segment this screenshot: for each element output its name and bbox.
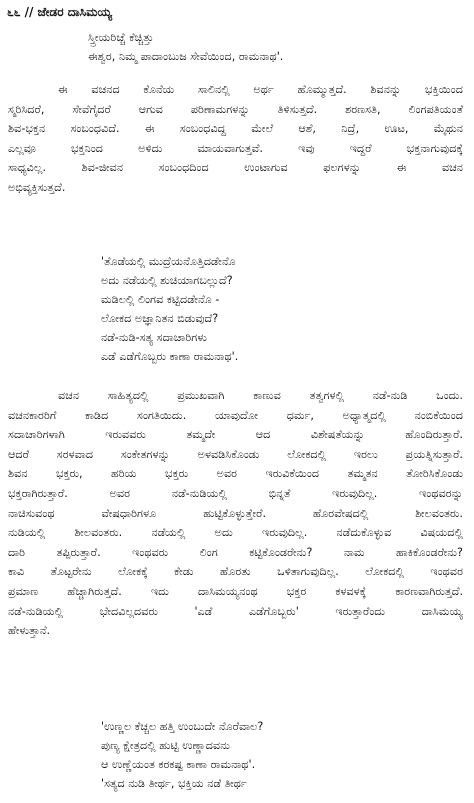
verse-line: ಎಡೆ ಎಡೆಗೊಬ್ಬರು ಕಾಣಾ ರಾಮನಾಥ'. — [101, 350, 239, 363]
text-line: ವಚನ ಸಾಹಿತ್ಯದಲ್ಲಿ ಪ್ರಮುಖವಾಗಿ ಕಾಣುವ ತತ್ವಗಳಲ್ಲಿ ನಡೆ-ನುಡಿ ಒಂದು. — [58, 389, 463, 402]
quote-3 — [101, 717, 263, 793]
verse-line: ಆ ಉಣ್ಣೆಯಂತ ಕರಕಷ್ಟ ಕಾಣಾ ರಾಮನಾಥ'. — [101, 758, 256, 771]
verse-line: ಈಶ್ವರ, ನಿಮ್ಮ ಪಾದಾಂಬುಜ ಸೇವೆಯಿಂದ, ರಾಮನಾಥ'. — [88, 50, 284, 63]
text-line: ವಚನಕಾರರಿಗೆ ಕಾಡಿದ ಸಂಗತಿಯಿದು. ಯಾವುದೋ ಧರ್ಮ, ಅಧ್ಯಾತ್ಮದಲ್ಲಿ ನಂಬಿಕೆಯಿಂದ — [8, 408, 463, 422]
verse-line: ಲೋಕದ ಅಜ್ಞಾನಿತನ ಬಿಡುವುದೆ? — [101, 312, 219, 325]
paragraph-1 — [8, 80, 463, 198]
verse-line: ಸ್ತ್ರೀಯರಿಚ್ಚೆ ಕೆಚ್ಚಿತ್ತು — [88, 31, 154, 44]
verse-line: 'ಸತ್ಯದ ನುಡಿ ತೀರ್ಥ, ಭಕ್ತಿಯ ನಡೆ ತೀರ್ಥ — [101, 777, 247, 790]
verse-line: ನಡೆ-ನುಡಿ-ಸತ್ಯ ಸದಾಚಾರಿಗಳು — [101, 331, 207, 344]
text-line: ಶಿವನ ಭಕ್ತರು, ಹರಿಯ ಭಕ್ತರು ಅವರ ಇರುವಿಕೆಯಿಂದ ತಮ್ಮತನ ತೋರಿಸಿಕೊಂಡು — [8, 467, 463, 481]
verse-line: ಅದು ನಡೆಯಲ್ಲಿ ಶುಚಿಯಾಗಬಲ್ಲುದೆ? — [101, 274, 233, 287]
verse-line: 'ತೊಡೆಯಲ್ಲಿ ಮುದ್ರೆಯನೊತ್ತಿದಡೇನೊ — [101, 255, 236, 268]
text-line: ಸ್ಮರಿಸಿದರೆ, ಸೇವೆಗೈದರೆ ಆಗುವ ಪರಿಣಾಮಗಳನ್ನು ತಿಳಿಸುತ್ತದೆ. ಶರಣಸತಿ, ಲಿಂಗಪತಿಯಂತೆ — [8, 102, 463, 116]
text-line: ಕಾವಿ ತೊಟ್ಟರೇನು ಲೋಕಕ್ಕೆ ಕೇಡು ಹೊರತು ಒಳಿತಾಗುವುದಿಲ್ಲ. ಲೋಕದಲ್ಲಿ ಇಂಥವರ — [8, 565, 463, 579]
text-line: ಅಭಿವ್ಯಕ್ತಿಸುತ್ತದೆ. — [8, 180, 66, 194]
text-line: ದಾರಿ ತಪ್ಪಿರುತ್ತಾರೆ. ಇಂಥವರು ಲಿಂಗ ಕಟ್ಟಿಕೊಂಡರೇನು? ನಾಮ ಹಾಕಿಕೊಂಡರೇನು? — [8, 545, 463, 559]
text-line: ಹೇಳುತ್ತಾನೆ. — [8, 624, 51, 638]
text-line: ಪ್ರಮಾಣ ಹೆಚ್ಚಾಗಿರುತ್ತದೆ. ಇದು ದಾಸಿಮಯ್ಯನಂಥ ಭಕ್ತರ ಕಳವಳಕ್ಕೆ ಕಾರಣವಾಗಿರುತ್ತದೆ. — [8, 584, 463, 598]
page-header: ೬೬ // ಜೇಡರ ದಾಸಿಮಯ್ಯ — [7, 5, 113, 19]
text-line: ಎಲ್ಲವೂ ಭಕ್ತನಿಂದ ಅಳಿದು ಮಾಯವಾಗುತ್ತವೆ. ಇವು ಇದ್ದರೆ ಭಕ್ತನಾಗುವುದಕ್ಕೆ — [8, 141, 463, 155]
quote-1 — [88, 28, 283, 66]
text-line: ನಡೆ-ನುಡಿಯಲ್ಲಿ ಭೇದವಿಲ್ಲದವರು 'ಎಡೆ ಎಡೆಗೊಬ್ಬರು' ಇರುತ್ತಾರೆಂದು ದಾಸಿಮಯ್ಯ — [8, 604, 463, 618]
text-line: ಶಿವ-ಭಕ್ತನ ಸಂಬಂಧವಿದೆ. ಈ ಸಂಬಂಧವಿದ್ದ ಮೇಲೆ ಆಶೆ, ನಿದ್ರೆ, ಊಟ, ಮೈಥುನ — [8, 122, 463, 136]
text-line: ನುಡಿಯಲ್ಲಿ ಶೀಲವಂತರು. ನಡೆಯಲ್ಲಿ ಅದು ಇರುವುದಿಲ್ಲ. ನಡೆದುಕೊಳ್ಳುವ ವಿಷಯದಲ್ಲಿ — [8, 526, 463, 540]
verse-line: ಪುಣ್ಯ ಕ್ಷೇತ್ರದಲ್ಲಿ ಹುಟ್ಟಿ ಉಣ್ಣಾದವನು — [101, 739, 230, 752]
text-line: ಈ ವಚನದ ಕೊನೆಯ ಸಾಲಿನಲ್ಲಿ ಅರ್ಥ ಹೊಮ್ಮುತ್ತದೆ. ಶಿವನನ್ನು ಭಕ್ತಿಯಿಂದ — [58, 83, 463, 96]
verse-line: ಮಡಿಲಲ್ಲಿ ಲಿಂಗವ ಕಟ್ಟಿದಡೇನೊ - — [101, 293, 220, 306]
text-line: ಆದರೆ ಸರಳವಾದ ಸಂಕೇತಗಳನ್ನು ಅಳವಡಿಸಿಕೊಂಡು ಲೋಕದಲ್ಲಿ ಇರಲು ಪ್ರಯತ್ನಿಸುತ್ತಾರೆ. — [8, 447, 463, 461]
text-line: ನಾಚಿಸುವಂಥ ವೇಷಧಾರಿಗಳೂ ಹುಟ್ಟಿಕೊಳ್ಳುತ್ತೇರೆ. ಹೊರವೇಷದಲ್ಲಿ ಶೀಲವಂತರು. — [8, 506, 463, 520]
text-line: ಭಕ್ತರಾಗಿರುತ್ತಾರೆ. ಅವರ ನಡೆ-ನುಡಿಯಲ್ಲಿ ಭಿನ್ನತೆ ಇರುವುದಿಲ್ಲ. ಇಂಥವರನ್ನು — [8, 486, 463, 500]
verse-line: 'ಉಣ್ಣಲ ಕೆಚ್ಚಲ ಹತ್ತಿ ಉಂಬುದೇ ನೊರೆವಾಲ? — [101, 720, 264, 733]
text-line: ಸದಾಚಾರಿಗಳಾಗಿ ಇರುವವರು ತಮ್ಮದೇ ಆದ ವಿಶೇಷತೆಯನ್ನು ಹೊಂದಿರುತ್ತಾರೆ. — [8, 428, 463, 442]
quote-2 — [101, 252, 238, 366]
text-line: ಸಾಧ್ಯವಿಲ್ಲ. ಶಿವ-ಜೀವನ ಸಂಬಂಧದಿಂದ ಉಂಟಾಗುವ ಫಲಗಳನ್ನು ಈ ವಚನ — [8, 161, 463, 175]
paragraph-2 — [8, 386, 463, 641]
